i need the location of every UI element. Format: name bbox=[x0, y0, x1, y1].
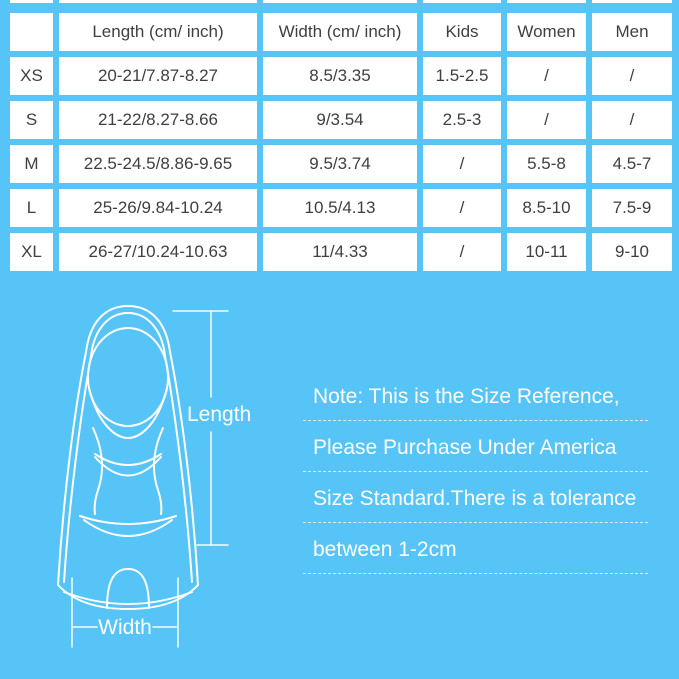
table-cell: / bbox=[423, 233, 501, 271]
table-cell: 7.5-9 bbox=[592, 189, 672, 227]
column-header-blank bbox=[10, 13, 53, 51]
row-label: M bbox=[10, 145, 53, 183]
table-cell: 1.5-2.5 bbox=[423, 57, 501, 95]
note-line: Note: This is the Size Reference, bbox=[303, 384, 648, 421]
table-cell: / bbox=[592, 57, 672, 95]
row-label: S bbox=[10, 101, 53, 139]
instep-arc-upper bbox=[95, 454, 161, 465]
table-cell: 9-10 bbox=[592, 233, 672, 271]
table-cell: / bbox=[507, 101, 586, 139]
column-header-men: Men bbox=[592, 13, 672, 51]
row-label: L bbox=[10, 189, 53, 227]
toe-opening-ellipse bbox=[88, 328, 168, 426]
cropped-cell bbox=[592, 0, 672, 3]
table-cell: / bbox=[507, 57, 586, 95]
note-block bbox=[303, 384, 648, 588]
note-line: Size Standard.There is a tolerance bbox=[303, 486, 648, 523]
row-label: XS bbox=[10, 57, 53, 95]
row-label: XL bbox=[10, 233, 53, 271]
column-header-length: Length (cm/ inch) bbox=[59, 13, 257, 51]
cropped-cell bbox=[59, 0, 257, 3]
waist-curve-left bbox=[93, 428, 102, 514]
width-label: Width bbox=[98, 616, 152, 639]
note-line: between 1-2cm bbox=[303, 537, 648, 574]
heel-arch bbox=[107, 569, 149, 608]
cropped-cell bbox=[423, 0, 501, 3]
table-cell: 10-11 bbox=[507, 233, 586, 271]
table-cell: 9.5/3.74 bbox=[263, 145, 417, 183]
table-cell: 10.5/4.13 bbox=[263, 189, 417, 227]
table-cell: 8.5-10 bbox=[507, 189, 586, 227]
column-header-width: Width (cm/ inch) bbox=[263, 13, 417, 51]
table-cell: 25-26/9.84-10.24 bbox=[59, 189, 257, 227]
table-cell: 2.5-3 bbox=[423, 101, 501, 139]
table-cell: 21-22/8.27-8.66 bbox=[59, 101, 257, 139]
cropped-cell bbox=[10, 0, 53, 3]
table-cell: / bbox=[423, 189, 501, 227]
size-table bbox=[10, 13, 672, 271]
table-cell: 8.5/3.35 bbox=[263, 57, 417, 95]
fin-outer-outline bbox=[58, 306, 198, 609]
length-label: Length bbox=[187, 403, 252, 426]
table-cell: / bbox=[423, 145, 501, 183]
foot-opening-top-arc bbox=[80, 516, 176, 524]
foot-opening-bottom-arc bbox=[84, 520, 172, 536]
cropped-cell bbox=[507, 0, 586, 3]
table-cell: 11/4.33 bbox=[263, 233, 417, 271]
cropped-table-row-top bbox=[10, 0, 672, 3]
table-cell: 20-21/7.87-8.27 bbox=[59, 57, 257, 95]
table-cell: 5.5-8 bbox=[507, 145, 586, 183]
table-cell: 9/3.54 bbox=[263, 101, 417, 139]
column-header-women: Women bbox=[507, 13, 586, 51]
waist-curve-right bbox=[154, 428, 163, 514]
table-cell: 26-27/10.24-10.63 bbox=[59, 233, 257, 271]
column-header-kids: Kids bbox=[423, 13, 501, 51]
note-line: Please Purchase Under America bbox=[303, 435, 648, 472]
table-cell: 22.5-24.5/8.86-9.65 bbox=[59, 145, 257, 183]
table-cell: 4.5-7 bbox=[592, 145, 672, 183]
fin-inner-outline bbox=[64, 313, 192, 582]
table-cell: / bbox=[592, 101, 672, 139]
cropped-cell bbox=[263, 0, 417, 3]
fin-diagram bbox=[0, 290, 270, 679]
